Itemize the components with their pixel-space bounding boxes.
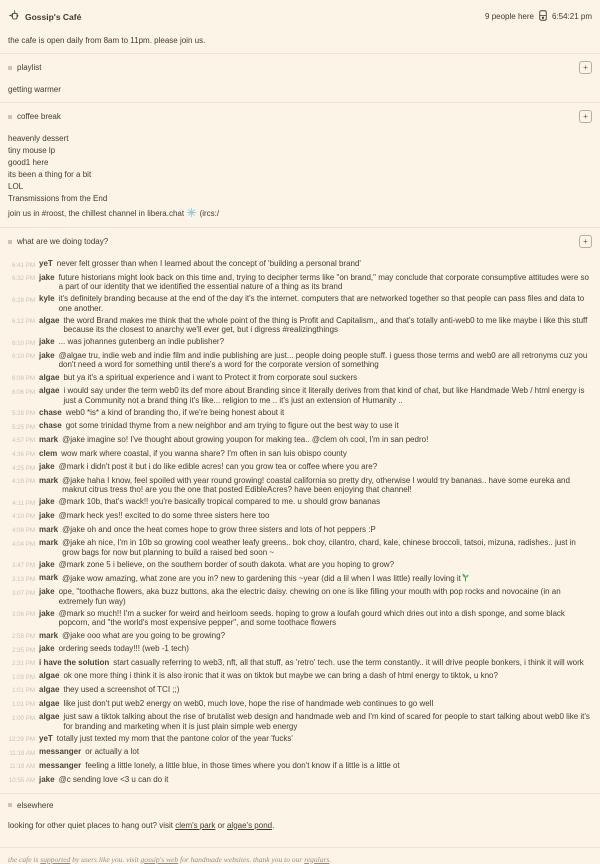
message-timestamp: 2:35 PM (11, 646, 35, 654)
message-timestamp: 4:10 PM (11, 513, 35, 521)
playlist-title-row (8, 63, 41, 72)
message-text: start casually referring to web3, nft, all that stuff, as 'retro' tech. use the term constantly.. it will drive people bonkers, i think it will work (113, 657, 584, 667)
message-timestamp: 6:41 PM (11, 261, 35, 269)
message-username: messanger (39, 760, 82, 770)
message-text: ope, "toothache flowers, aka buzz buttons, aka the electric daisy. chewing on one is like filling your mouth with pop rocks and novocaine (in an extremely fun way) (58, 587, 561, 606)
message-username: mark (39, 538, 59, 548)
message-timestamp: 2:31 PM (11, 660, 35, 668)
message-username: messanger (39, 747, 82, 757)
section-title: coffee break (17, 112, 61, 121)
message-username: chase (39, 421, 62, 431)
join-text-after: (ircs:/ (199, 209, 220, 218)
message-text: feeling a little lonely, a little blue, in those times where you don't know if a little is a little ot (85, 760, 400, 770)
elsewhere-text-before: looking for other quiet places to hang out? visit (8, 820, 176, 830)
join-us-line (8, 208, 592, 220)
section-title: what are we doing today? (17, 237, 109, 246)
message-text: @jake imagine so! I've thought about growing youpon for making tea.. @clem oh cool, I'm in san pedro! (62, 434, 429, 444)
message-timestamp: 10:55 AM (8, 777, 35, 784)
message-text: @jake ah nice, I'm in 10b so growing cool weather leafy greens.. bok choy, cilantro, chard, kale, chinese broccoli, tatsoi, mizuna, radishes.. just in grow bags for now but planning to build a raised bed soon ~ (62, 538, 576, 557)
message-timestamp: 6:32 PM (11, 275, 35, 283)
footer-text: the cafe is (8, 854, 41, 864)
list-item: its been a thing for a bit (8, 170, 92, 179)
message-timestamp: 6:28 PM (11, 296, 35, 304)
footer-text: by users like you. visit (70, 854, 141, 864)
message-username: jake (39, 587, 55, 597)
message-username: algae (39, 698, 60, 708)
flip-clock-icon (539, 10, 547, 23)
message-username: jake (39, 497, 55, 507)
chat-message (8, 421, 592, 432)
people-count: 9 people here (485, 12, 534, 21)
message-text: ... was johannes gutenberg an indie publisher? (58, 337, 225, 347)
message-timestamp: 1:00 PM (11, 714, 35, 722)
message-timestamp: 3:47 PM (11, 562, 35, 570)
message-username: jake (39, 272, 55, 282)
list-item: LOL (8, 182, 24, 191)
message-username: algae (39, 712, 60, 722)
square-bullet-icon (8, 115, 12, 119)
chat-message (8, 294, 592, 313)
message-text: totally just texted my mom that the pantone color of the year 'fucks' (56, 733, 293, 743)
message-username: jake (39, 337, 55, 347)
chat-message (8, 734, 592, 745)
playlist-expand-button[interactable]: + (579, 61, 592, 74)
list-item: Transmissions from the End (8, 194, 108, 203)
message-text: just saw a tiktok talking about the rise of brutalist web design and handmade web and I'm kind of scared for people to start talking about web0 like it's for branding and marketing when it is just plain simple web energy (63, 712, 590, 731)
elsewhere-text-mid: or (215, 820, 227, 830)
message-timestamp: 2:58 PM (11, 633, 35, 641)
header-left (8, 10, 81, 23)
header (8, 10, 592, 23)
message-text: @jake ooo what are you going to be growing? (62, 630, 226, 640)
message-text: they used a screenshot of TCI ;;) (63, 684, 180, 694)
message-timestamp: 4:36 PM (11, 451, 35, 459)
message-list (8, 259, 592, 786)
message-text: it's definitely branding because at the end of the day it's the internet. computers that are networked together so that people can pass files and data to one another. (58, 294, 585, 313)
message-timestamp: 3:06 PM (11, 611, 35, 619)
message-text: but ya it's a spiritual experience and i want to Protect it from corporate soul suckers (63, 372, 358, 382)
message-username: mark (39, 475, 59, 485)
footer-text: . (329, 854, 332, 864)
chat-message (8, 761, 592, 772)
message-username: jake (39, 608, 55, 618)
chat-message (8, 538, 592, 557)
intro-text: the cafe is open daily from 8am to 11pm. please join us. (8, 36, 206, 45)
section-title: elsewhere (17, 800, 54, 810)
supported-link[interactable]: supported (40, 854, 71, 864)
message-timestamp: 11:19 AM (9, 749, 35, 757)
chat-message (8, 560, 592, 571)
message-username: mark (39, 524, 59, 534)
message-username: algae (39, 684, 60, 694)
message-timestamp: 4:08 PM (11, 527, 35, 534)
message-username: chase (39, 407, 62, 417)
page-title: Gossip's Café (25, 11, 82, 22)
chat-message (8, 408, 592, 419)
regulars-link[interactable]: regulars (304, 854, 330, 864)
square-bullet-icon (8, 803, 12, 807)
message-timestamp: 6:10 PM (11, 353, 35, 361)
message-username: jake (39, 559, 55, 569)
playlist-item: getting warmer (8, 85, 61, 94)
message-username: clem (39, 448, 58, 458)
site-footer (8, 855, 592, 864)
divider (0, 793, 600, 794)
message-username: jake (39, 774, 55, 784)
divider (0, 53, 600, 54)
chat-message (8, 644, 592, 655)
message-timestamp: 1:01 PM (11, 687, 35, 695)
chat-message (8, 316, 592, 335)
divider (0, 227, 600, 228)
chat-message (8, 386, 592, 405)
message-username: mark (39, 434, 59, 444)
message-timestamp: 1:01 PM (11, 701, 35, 709)
chat-message (8, 337, 592, 348)
message-username: i have the solution (39, 657, 110, 667)
elsewhere-text (8, 821, 592, 831)
message-text: never felt grosser than when I learned about the concept of 'building a personal brand' (56, 259, 361, 268)
message-username: algae (39, 315, 60, 325)
chat-message (8, 462, 592, 473)
footer-text: for handmade websites. thank you to our (178, 854, 305, 864)
coffee-break-expand-button[interactable]: + (579, 110, 592, 123)
chat-title-row (8, 237, 108, 246)
chat-message (8, 525, 592, 536)
elsewhere-header (8, 801, 592, 810)
algaes-pond-link[interactable]: algae's pond (226, 820, 273, 830)
chat-message (8, 587, 592, 606)
section-title: playlist (17, 63, 42, 72)
message-text: web0 *is* a kind of branding tho, if we're being honest about it (65, 407, 285, 417)
message-timestamp: 6:10 PM (11, 339, 35, 347)
message-text: like just don't put web2 energy on web0, much love, hope the rise of handmade web continues to go well (63, 698, 434, 708)
message-username: jake (39, 462, 55, 472)
message-timestamp: 4:11 PM (12, 499, 35, 507)
message-text: @algae tru, indie web and indie film and indie publishing are just... people doing people stuff. i guess those terms and web0 are all retronyms cuz you don't need a word for something until there's a word for the corporate version of something (58, 350, 588, 370)
message-text: @mark so much!! I'm a sucker for weird and heirloom seeds. hoping to grow a loufah gourd which dries out into a dish sponge, and some black popcorn, and "the world's most expensive pepper", and some toothace flowers (58, 608, 565, 628)
clems-park-link[interactable]: clem's park (175, 820, 216, 830)
elsewhere-text-after: . (272, 820, 275, 830)
coffee-break-title-row (8, 112, 61, 121)
message-username: yeT (39, 733, 53, 743)
message-timestamp: 4:25 PM (11, 464, 35, 472)
teapot-icon (9, 10, 20, 23)
message-timestamp: 5:28 PM (11, 410, 35, 418)
message-timestamp: 4:19 PM (11, 478, 35, 486)
message-text: @jake haha I know, feel spoiled with year round growing! coastal california so pretty dry, otherwise I would try bananas.. have some eureka and makrut citrus tress tho! are you the one that posted EdibleAcres? have been enjoying that channel! (62, 475, 570, 495)
chat-message (8, 685, 592, 696)
message-username: mark (39, 630, 59, 640)
message-text: @c sending love <3 u can do it (58, 774, 169, 784)
message-text: @jake wow amazing, what zone are you in? new to gardening this ~year (did a lil when I was little) really loving it (62, 573, 592, 585)
chat-message (8, 609, 592, 628)
square-bullet-icon (8, 240, 12, 244)
coffee-break-header (8, 110, 592, 123)
divider (0, 102, 600, 103)
message-username: algae (39, 386, 60, 396)
snowflake-icon (187, 208, 196, 220)
chat-message (8, 449, 592, 460)
chat-message (8, 671, 592, 682)
message-text: @mark 10b, that's wack!! you're basically tropical compared to me. u should grow bananas (58, 497, 381, 507)
message-timestamp: 3:07 PM (11, 589, 35, 597)
message-timestamp: 6:12 PM (11, 318, 35, 326)
chat-message (8, 511, 592, 522)
message-username: mark (39, 573, 59, 583)
message-username: algae (39, 671, 60, 681)
message-text: @mark zone 5 i believe, on the southern border of south dakota. what are you hoping to grow? (58, 559, 395, 569)
section-coffee-break (8, 110, 592, 220)
chat-message (8, 273, 592, 292)
message-text: wow mark where coastal, if you wanna share? I'm often in san luis obispo county (61, 448, 347, 458)
elsewhere-title-row (8, 801, 53, 810)
chat-message (8, 497, 592, 508)
section-chat (8, 235, 592, 786)
chat-message (8, 351, 592, 370)
current-time: 6:54:21 pm (551, 12, 592, 21)
message-text: the word Brand makes me think that the whole point of the thing is Profit and Capitalism,, and that's totally anti-web0 to me like maybe i like this stuff because its the closest to anarchy we'll ever get, but i digress #realizingthings (63, 315, 588, 335)
message-text: @mark heck yes!! excited to do some three sisters here too (58, 510, 270, 520)
message-username: algae (39, 372, 60, 382)
message-timestamp: 6:06 PM (11, 388, 35, 396)
message-text: @jake oh and once the heat comes hope to grow three sisters and lots of hot peppers :P (62, 524, 376, 534)
chat-message (8, 631, 592, 642)
message-text: future historians might look back on this time and, trying to decipher terms like "on brand," may conclude that corporate consumptive attitudes were so a part of our identity that we identified the essential nature of a thing as its brand (58, 272, 589, 292)
message-timestamp: 6:08 PM (11, 375, 35, 383)
message-timestamp: 3:13 PM (11, 575, 35, 583)
section-elsewhere (8, 801, 592, 831)
list-item: good1 here (8, 158, 49, 167)
chat-message (8, 373, 592, 384)
message-text: @mark i didn't post it but i do like edible acres! can you grow tea or coffee where you are? (58, 462, 378, 472)
chat-expand-button[interactable]: + (579, 235, 592, 248)
message-timestamp: 12:29 PM (8, 736, 35, 744)
coffee-break-list (8, 134, 592, 204)
chat-message (8, 259, 592, 270)
list-item: heavenly dessert (8, 134, 69, 143)
header-right (485, 10, 592, 23)
message-username: jake (39, 350, 55, 360)
square-bullet-icon (8, 66, 12, 70)
chat-message (8, 435, 592, 446)
message-text: ok one more thing i think it is also ironic that it was on tiktok but maybe we can bring a dash of html energy to tiktok, u kno? (63, 671, 498, 681)
chat-message (8, 658, 592, 669)
message-text: got some trinidad thyme from a new neighbor and am trying to figure out the best way to use it (65, 421, 399, 431)
playlist-header (8, 61, 592, 74)
message-text: i would say under the term web0 its def more about Branding since it literally derives from that kind of chat, but like Handmade Web / html energy is just a Community not a brand thing it's like... religion to me .. it's just an extension of Humanity .. (63, 386, 585, 405)
footer-divider (0, 847, 600, 848)
chat-message (8, 476, 592, 495)
message-text: or actually a lot (85, 747, 140, 757)
join-text: join us in #roost, the chillest channel in libera.chat (8, 209, 185, 218)
chat-message (8, 747, 592, 758)
message-username: yeT (39, 259, 53, 268)
message-timestamp: 11:19 AM (9, 763, 35, 771)
chat-header (8, 235, 592, 248)
message-username: jake (39, 510, 55, 520)
message-username: jake (39, 644, 55, 654)
gossips-web-link[interactable]: gossip's web (140, 854, 179, 864)
message-timestamp: 4:04 PM (11, 540, 35, 548)
message-timestamp: 4:57 PM (11, 437, 35, 445)
chat-message (8, 573, 592, 585)
message-timestamp: 5:25 PM (11, 423, 35, 431)
section-playlist (8, 61, 592, 95)
chat-message (8, 775, 592, 786)
message-username: kyle (39, 294, 55, 304)
list-item: tiny mouse lp (8, 146, 56, 155)
chat-message (8, 712, 592, 731)
seedling-icon (462, 573, 469, 585)
message-timestamp: 1:03 PM (11, 673, 35, 681)
chat-message (8, 699, 592, 710)
message-text: ordering seeds today!!! (web -1 tech) (58, 644, 189, 654)
